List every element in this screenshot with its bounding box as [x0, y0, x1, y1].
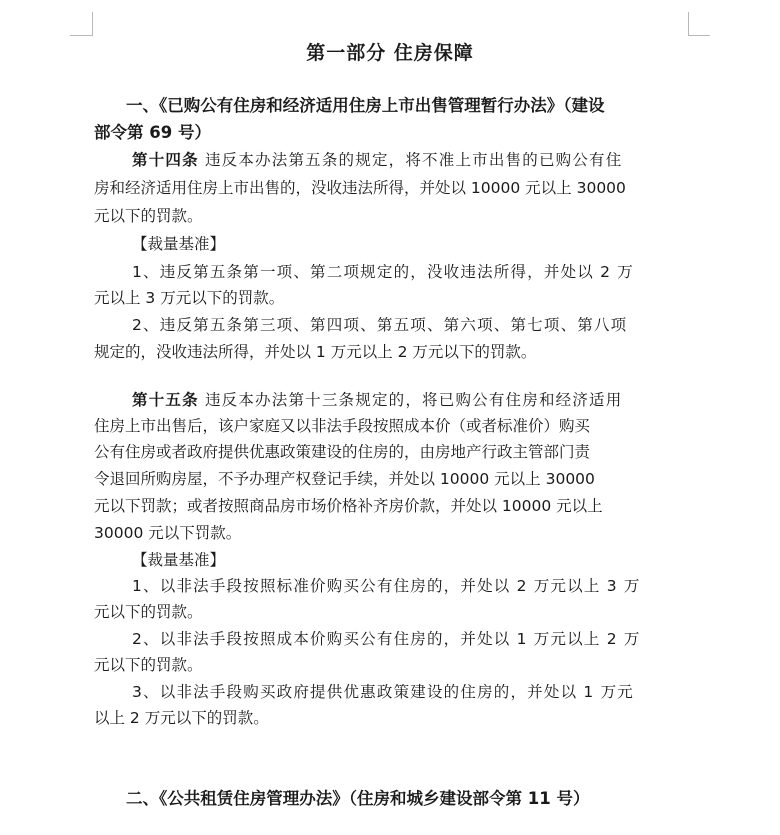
section2-heading: 二、《公共租赁住房管理办法》（住房和城乡建设部令第 11 号） [126, 789, 590, 808]
basis-item-cont: 元以上 3 万元以下的罚款。 [94, 289, 285, 307]
basis-item-cont: 元以下的罚款。 [94, 656, 203, 674]
article15-line: 公有住房或者政府提供优惠政策建设的住房的，由房地产行政主管部门责 [94, 443, 591, 461]
section1-heading: 一、《已购公有住房和经济适用住房上市出售管理暂行办法》（建设 [126, 96, 605, 115]
basis-item: 1、违反第五条第一项、第二项规定的，没收违法所得，并处以 2 万 [132, 263, 634, 281]
article15-paragraph [132, 386, 622, 414]
basis-item: 2、以非法手段按照成本价购买公有住房的，并处以 1 万元以上 2 万 [132, 630, 641, 648]
part-title: 第一部分 住房保障 [306, 42, 474, 64]
article14-paragraph [132, 146, 622, 174]
article15-text: 违反本办法第十三条规定的，将已购公有住房和经济适用 [198, 391, 623, 409]
basis-item: 3、以非法手段购买政府提供优惠政策建设的住房的，并处以 1 万元 [132, 683, 634, 701]
discretion-basis-label: 【裁量基准】 [132, 551, 226, 569]
page-corner-mark-top-left [70, 35, 92, 36]
article15-line: 元以下罚款；或者按照商品房市场价格补齐房价款，并处以 10000 元以上 [94, 497, 603, 515]
article15-line: 令退回所购房屋，不予办理产权登记手续，并处以 10000 元以上 30000 [94, 470, 595, 488]
article15-line: 30000 元以下罚款。 [94, 524, 242, 542]
basis-item-cont: 以上 2 万元以下的罚款。 [94, 709, 269, 727]
basis-item-cont: 元以下的罚款。 [94, 603, 203, 621]
page-corner-mark-top-right [688, 12, 689, 36]
article15-line: 住房上市出售后，该户家庭又以非法手段按照成本价（或者标准价）购买 [94, 417, 591, 435]
article14-text: 违反本办法第五条的规定，将不准上市出售的已购公有住 [198, 151, 623, 169]
section1-heading-cont: 部令第 69 号） [94, 123, 211, 142]
basis-item: 2、违反第五条第三项、第四项、第五项、第六项、第七项、第八项 [132, 316, 628, 334]
article15-label: 第十五条 [132, 391, 199, 409]
discretion-basis-label: 【裁量基准】 [132, 235, 226, 253]
basis-item: 1、以非法手段按照标准价购买公有住房的，并处以 2 万元以上 3 万 [132, 577, 641, 595]
page-corner-mark-top-right [688, 35, 710, 36]
article14-label: 第十四条 [132, 151, 199, 169]
article14-line: 房和经济适用住房上市出售的，没收违法所得，并处以 10000 元以上 30000 [94, 179, 626, 197]
article14-line: 元以下的罚款。 [94, 207, 203, 225]
page-corner-mark-top-left [92, 12, 93, 36]
basis-item-cont: 规定的，没收违法所得，并处以 1 万元以上 2 万元以下的罚款。 [94, 343, 537, 361]
